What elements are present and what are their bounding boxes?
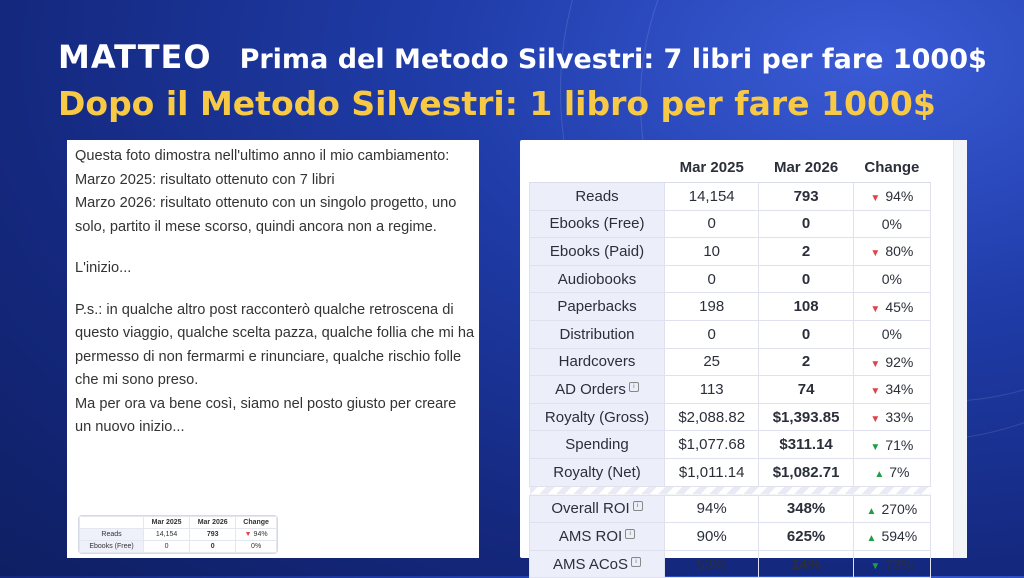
post-line: P.s.: in qualche altro post racconterò qualche retroscena di questo viaggio, qualche scelta pazza, qualche follia che mi ha permesso di non fermarmi e rinunciare, qualche rischio folle che mi sono preso. (75, 301, 475, 388)
down-arrow-icon: ▼ (244, 531, 254, 538)
cell-text: AD Orders (555, 380, 626, 398)
cell-text: 25 (703, 353, 721, 371)
stats-table (529, 152, 931, 578)
value-cell (665, 523, 759, 551)
cell-text: 10 (703, 242, 721, 260)
row-label (530, 183, 665, 211)
change-cell (853, 403, 930, 431)
cell-text: Ebooks (Paid) (549, 242, 645, 260)
table-row (530, 376, 931, 404)
cell-text: 90% (696, 527, 727, 545)
change-cell (853, 293, 930, 321)
cell-text: 0 (801, 270, 811, 288)
mini-cell: 0 (190, 541, 236, 553)
cell-text: 94% (885, 188, 914, 205)
cell-text: AMS ROI (558, 527, 623, 545)
column-header: Mar 2025 (665, 152, 759, 183)
cell-text: Paperbacks (557, 298, 637, 316)
table-row (530, 183, 931, 211)
cell-text: 0 (707, 215, 716, 233)
value-cell (665, 320, 759, 348)
cell-text: 14% (791, 555, 822, 573)
table-row (530, 320, 931, 348)
value-cell (665, 431, 759, 459)
cell-text: 594% (881, 528, 918, 545)
down-arrow-icon: ▼ (870, 303, 881, 315)
table-row (530, 238, 931, 266)
cell-text: Royalty (Gross) (544, 408, 650, 426)
up-arrow-icon: ▲ (874, 469, 885, 481)
post-line: L'inizio... (75, 260, 132, 276)
info-icon[interactable]: i (629, 382, 639, 392)
cell-text: 0 (707, 270, 716, 288)
cell-text: Royalty (Net) (553, 463, 641, 481)
down-arrow-icon: ▼ (870, 193, 881, 205)
column-header: Mar 2026 (759, 152, 853, 183)
value-cell (759, 238, 853, 266)
cell-text: 7% (889, 464, 910, 481)
change-cell (853, 550, 930, 578)
value-cell (759, 495, 853, 523)
cell-text: 113 (699, 380, 724, 398)
down-arrow-icon: ▼ (870, 561, 881, 573)
mini-stats-table (78, 515, 278, 554)
down-arrow-icon: ▼ (870, 248, 881, 260)
row-label (530, 376, 665, 404)
row-label (530, 495, 665, 523)
cell-text: $1,393.85 (772, 408, 840, 426)
cell-text: AMS ACoS (552, 555, 629, 573)
cell-text: $1,011.14 (678, 463, 745, 481)
down-arrow-icon: ▼ (870, 358, 881, 370)
post-screenshot (67, 140, 479, 558)
mini-row (80, 529, 277, 541)
mini-cell: 0% (236, 541, 277, 553)
mini-header: Change (236, 517, 277, 529)
post-line: Marzo 2026: risultato ottenuto con un singolo progetto, uno solo, partito il mese scorso, quindi ancora non a regime. (75, 195, 457, 235)
cell-text: 625% (786, 527, 826, 545)
cell-text: 71% (885, 436, 914, 453)
header-line-1 (58, 38, 987, 76)
value-cell (665, 183, 759, 211)
cell-text: 0 (707, 325, 716, 343)
row-label (530, 210, 665, 238)
stats-card (520, 140, 966, 573)
post-text (75, 145, 475, 440)
down-arrow-icon: ▼ (870, 441, 881, 453)
cell-text: 0% (881, 326, 902, 343)
cell-text: 92% (885, 353, 914, 370)
value-cell (665, 458, 759, 486)
cell-text: 0% (881, 215, 902, 232)
change-cell (853, 183, 930, 211)
mini-header (80, 517, 144, 529)
cell-text: 74 (797, 380, 815, 398)
cell-text: $1,082.71 (772, 463, 840, 481)
cell-text: 80% (885, 243, 914, 260)
change-cell (853, 431, 930, 459)
info-icon[interactable]: i (633, 501, 643, 511)
column-header: Change (853, 152, 930, 183)
cell-text: $2,088.82 (678, 408, 746, 426)
value-cell (759, 376, 853, 404)
table-row (530, 431, 931, 459)
info-icon[interactable]: i (631, 557, 641, 567)
value-cell (759, 550, 853, 578)
row-label (530, 431, 665, 459)
value-cell (665, 238, 759, 266)
mini-cell: 14,154 (144, 529, 190, 541)
cell-text: Distribution (559, 325, 635, 343)
up-arrow-icon: ▲ (866, 533, 877, 545)
cell-text: Ebooks (Free) (549, 215, 645, 233)
value-cell (665, 495, 759, 523)
cell-text: 2 (801, 242, 811, 260)
table-row (530, 293, 931, 321)
mini-header: Mar 2025 (144, 517, 190, 529)
scrollbar-track[interactable] (953, 140, 967, 558)
value-cell (759, 523, 853, 551)
mini-cell (236, 529, 277, 541)
change-cell (853, 348, 930, 376)
after-headline: Dopo il Metodo Silvestri: 1 libro per fare 1000$ (58, 84, 936, 123)
value-cell (665, 376, 759, 404)
up-arrow-icon: ▲ (866, 505, 877, 517)
value-cell (665, 550, 759, 578)
change-cell (853, 210, 930, 238)
cell-text: 0% (881, 271, 902, 288)
row-label (530, 348, 665, 376)
cell-text: Audiobooks (557, 270, 637, 288)
post-line: Marzo 2025: risultato ottenuto con 7 libri (75, 171, 335, 188)
cell-text: 34% (885, 381, 914, 398)
value-cell (759, 403, 853, 431)
change-cell (853, 265, 930, 293)
info-icon[interactable]: i (625, 529, 635, 539)
row-label (530, 458, 665, 486)
separator-cell (530, 486, 931, 495)
mini-cell: Ebooks (Free) (80, 541, 144, 553)
value-cell (759, 265, 853, 293)
value-cell (665, 210, 759, 238)
mini-cell: 0 (144, 541, 190, 553)
mini-cell: 793 (190, 529, 236, 541)
value-cell (759, 320, 853, 348)
cell-text: 14,154 (688, 187, 735, 205)
value-cell (759, 458, 853, 486)
author-name: MATTEO (58, 38, 212, 76)
cell-text: 348% (786, 500, 826, 518)
cell-text: $311.14 (779, 436, 833, 454)
row-label (530, 403, 665, 431)
row-label (530, 238, 665, 266)
table-row (530, 458, 931, 486)
cell-text: 198 (699, 298, 725, 316)
mini-header: Mar 2026 (190, 517, 236, 529)
post-line: Questa foto dimostra nell'ultimo anno il mio cambiamento: (75, 148, 450, 164)
change-cell (853, 238, 930, 266)
before-headline: Prima del Metodo Silvestri: 7 libri per fare 1000$ (239, 44, 987, 75)
table-row (530, 265, 931, 293)
value-cell (759, 183, 853, 211)
mini-row (80, 541, 277, 553)
value-cell (665, 293, 759, 321)
table-row (530, 210, 931, 238)
column-header (530, 152, 665, 183)
down-arrow-icon: ▼ (870, 386, 881, 398)
value-cell (665, 348, 759, 376)
value-cell (759, 293, 853, 321)
row-label (530, 523, 665, 551)
cell-text: 0 (801, 215, 811, 233)
change-cell (853, 495, 930, 523)
change-cell (853, 523, 930, 551)
cell-text: 45% (885, 298, 914, 315)
table-row (530, 495, 931, 523)
table-row (530, 403, 931, 431)
value-cell (759, 431, 853, 459)
cell-text: $1,077.68 (678, 436, 746, 454)
cell-text: 0 (801, 325, 811, 343)
change-cell (853, 458, 930, 486)
table-row (530, 550, 931, 578)
cell-text: 793 (793, 187, 819, 205)
value-cell (759, 348, 853, 376)
value-cell (665, 403, 759, 431)
cell-text: 94% (696, 500, 727, 518)
change-cell (853, 376, 930, 404)
cell-text: 270% (881, 500, 918, 517)
row-label (530, 293, 665, 321)
post-line: Ma per ora va bene così, siamo nel posto giusto per creare un nuovo inizio... (75, 395, 457, 435)
cell-text: 2 (801, 353, 811, 371)
cell-text: 53% (696, 555, 727, 573)
cell-text: Spending (565, 436, 629, 454)
value-cell (665, 265, 759, 293)
cell-text: 33% (885, 409, 914, 426)
cell-text: 108 (793, 298, 819, 316)
stats-header-row (530, 152, 931, 183)
table-row (530, 348, 931, 376)
down-arrow-icon: ▼ (870, 414, 881, 426)
cell-text: Overall ROI (551, 500, 630, 518)
change-cell (853, 320, 930, 348)
section-separator (530, 486, 931, 495)
table-row (530, 523, 931, 551)
cell-text: 73% (885, 556, 914, 573)
cell-text: Hardcovers (558, 353, 636, 371)
row-label (530, 550, 665, 578)
value-cell (759, 210, 853, 238)
mini-cell: Reads (80, 529, 144, 541)
cell-text: Reads (575, 187, 619, 205)
mini-change: 94% (253, 531, 268, 538)
row-label (530, 320, 665, 348)
row-label (530, 265, 665, 293)
